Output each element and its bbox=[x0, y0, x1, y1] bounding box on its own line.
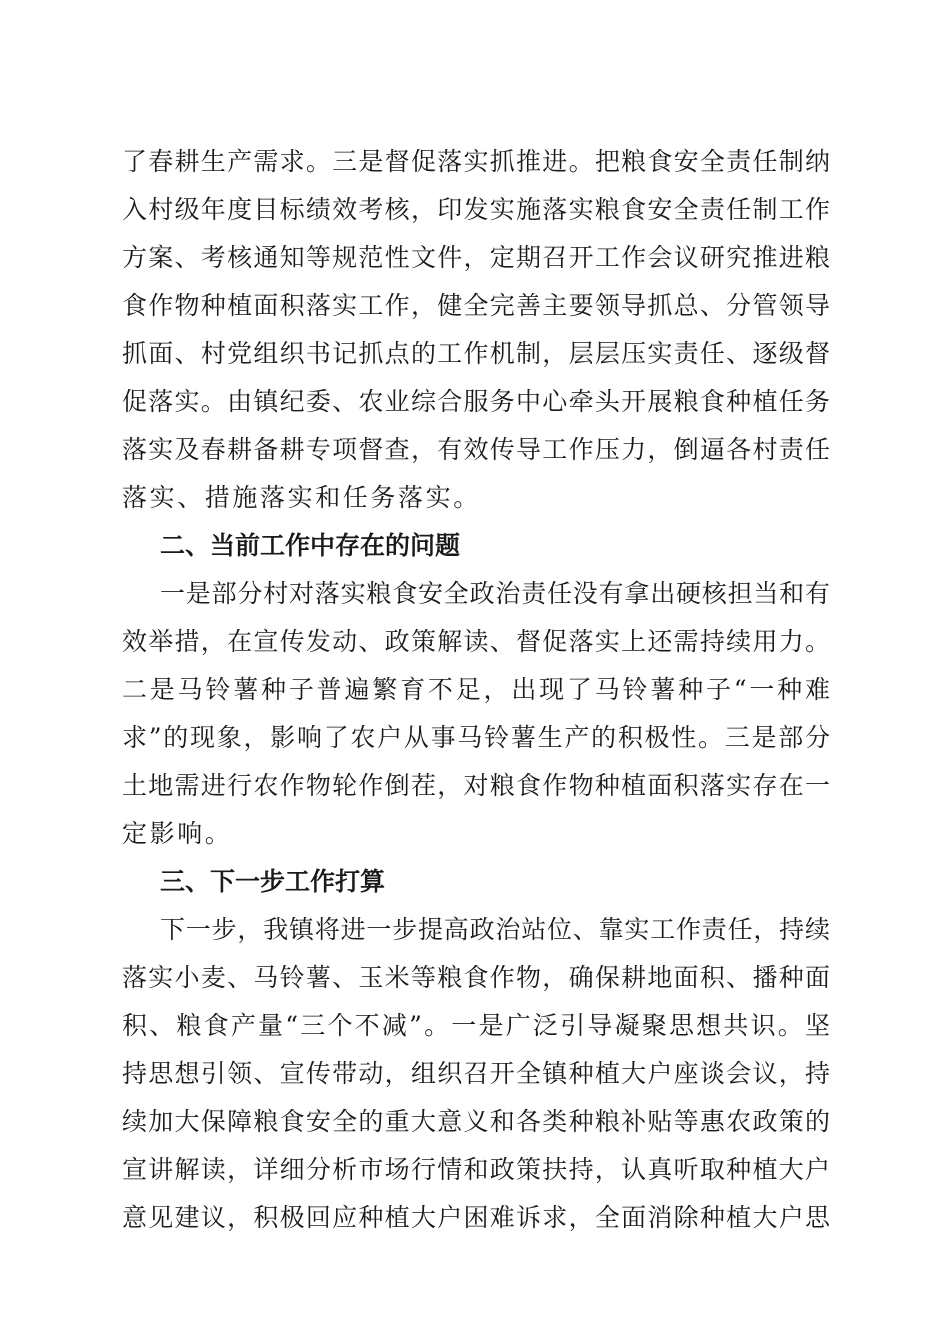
paragraph-line: 落实、措施落实和任务落实。 bbox=[122, 483, 481, 512]
paragraph-line: 宣讲解读，详细分析市场行情和政策扶持，认真听取种植大户 bbox=[122, 1155, 830, 1184]
paragraph-line: 抓面、村党组织书记抓点的工作机制，层层压实责任、逐级督 bbox=[122, 339, 830, 368]
paragraph-line: 落实小麦、马铃薯、玉米等粮食作物，确保耕地面积、播种面 bbox=[122, 963, 830, 992]
paragraph-line: 了春耕生产需求。三是督促落实抓推进。把粮食安全责任制纳 bbox=[122, 147, 830, 176]
paragraph-line: 促落实。由镇纪委、农业综合服务中心牵头开展粮食种植任务 bbox=[122, 387, 830, 416]
paragraph-line: 落实及春耕备耕专项督查，有效传导工作压力，倒逼各村责任 bbox=[122, 435, 830, 464]
paragraph-line: 意见建议，积极回应种植大户困难诉求，全面消除种植大户思 bbox=[122, 1203, 830, 1232]
paragraph-line: 续加大保障粮食安全的重大意义和各类种粮补贴等惠农政策的 bbox=[122, 1107, 830, 1136]
paragraph-line: 方案、考核通知等规范性文件，定期召开工作会议研究推进粮 bbox=[122, 243, 830, 272]
paragraph-line: 入村级年度目标绩效考核，印发实施落实粮食安全责任制工作 bbox=[122, 195, 830, 224]
section-heading-problems: 二、当前工作中存在的问题 bbox=[160, 531, 461, 560]
paragraph-line: 积、粮食产量“三个不减”。一是广泛引导凝聚思想共识。坚 bbox=[122, 1011, 830, 1040]
paragraph-line: 土地需进行农作物轮作倒茬，对粮食作物种植面积落实存在一 bbox=[122, 771, 830, 800]
paragraph-line: 下一步，我镇将进一步提高政治站位、靠实工作责任，持续 bbox=[160, 915, 830, 944]
paragraph-line: 求”的现象，影响了农户从事马铃薯生产的积极性。三是部分 bbox=[122, 723, 830, 752]
paragraph-line: 食作物种植面积落实工作，健全完善主要领导抓总、分管领导 bbox=[122, 291, 830, 320]
paragraph-line: 一是部分村对落实粮食安全政治责任没有拿出硬核担当和有 bbox=[160, 579, 830, 608]
paragraph-line: 二是马铃薯种子普遍繁育不足，出现了马铃薯种子“一种难 bbox=[122, 675, 830, 704]
paragraph-line: 持思想引领、宣传带动，组织召开全镇种植大户座谈会议，持 bbox=[122, 1059, 830, 1088]
section-heading-next-steps: 三、下一步工作打算 bbox=[160, 867, 386, 896]
paragraph-line: 效举措，在宣传发动、政策解读、督促落实上还需持续用力。 bbox=[122, 627, 830, 656]
paragraph-line: 定影响。 bbox=[122, 819, 233, 848]
